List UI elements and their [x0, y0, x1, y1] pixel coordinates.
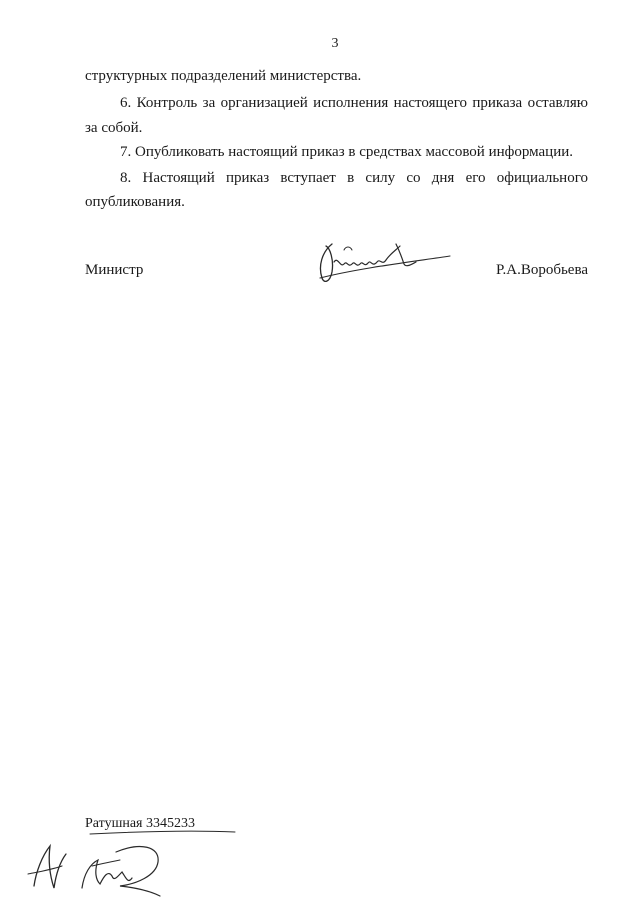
executor-info: Ратушная 3345233 [85, 816, 195, 831]
signatory-name: Р.А.Воробьева [496, 262, 588, 278]
paragraph-7: 7. Опубликовать настоящий приказ в средствах массовой информации. [120, 144, 574, 160]
paragraph-5-tail: структурных подразделений министерства. [85, 68, 362, 84]
minister-signature-image [300, 238, 460, 288]
page-number: 3 [331, 36, 339, 51]
paragraph-6-line-2: за собой. [85, 120, 143, 136]
paragraph-8-line-2: опубликования. [85, 194, 185, 210]
approval-signature-image [20, 826, 250, 900]
signatory-position: Министр [85, 262, 144, 278]
paragraph-6-line-1: 6. Контроль за организацией исполнения настоящего приказа оставляю [120, 95, 588, 111]
paragraph-8-line-1: 8. Настоящий приказ вступает в силу со дня его официального [120, 170, 588, 186]
